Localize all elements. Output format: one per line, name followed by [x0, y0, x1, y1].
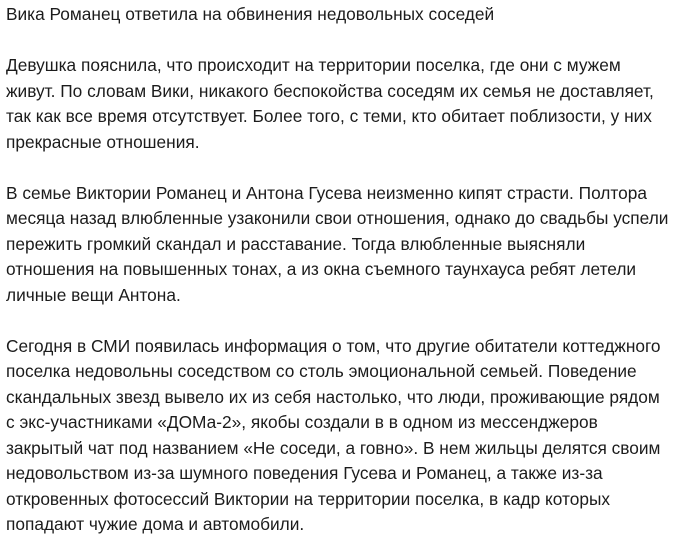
paragraph-line: скандальных звезд вывело их из себя настолько, что люди, проживающие рядом: [6, 386, 660, 407]
article-paragraph-3: [6, 334, 700, 538]
paragraph-line: откровенных фотосессий Виктории на территории поселка, в кадр которых: [6, 488, 610, 509]
paragraph-line: месяца назад влюбленные узаконили свои отношения, однако до свадьбы успели: [6, 208, 669, 228]
paragraph-line: личные вещи Антона.: [6, 284, 181, 305]
paragraph-line: отношения на повышенных тонах, а из окна съемного таунхауса ребят летели: [6, 259, 637, 279]
paragraph-line: живут. По словам Вики, никакого беспокойства соседям их семья не доставляет,: [6, 80, 654, 101]
paragraph-line: закрытый чат под названием «Не соседи, а говно». В нем жильцы делятся своим: [6, 437, 661, 458]
paragraph-line: пережить громкий скандал и расставание. Тогда влюбленные выясняли: [6, 233, 586, 254]
paragraph-line: попадают чужие дома и автомобили.: [6, 514, 305, 534]
paragraph-line: Сегодня в СМИ появилась информация о том, что другие обитатели коттеджного: [6, 335, 661, 356]
paragraph-line: поселка недовольны соседством со столь эмоциональной семьей. Поведение: [6, 361, 637, 381]
paragraph-line: с экс-участниками «ДОМа-2», якобы создали в в одном из мессенджеров: [6, 412, 598, 432]
article-paragraph-2: [6, 181, 700, 309]
paragraph-line: так как все время отсутствует. Более того, с теми, кто обитает поблизости, у них: [6, 106, 652, 126]
paragraph-line: прекрасные отношения.: [6, 131, 200, 152]
article-paragraph-1: [6, 53, 700, 155]
paragraph-line: Девушка пояснила, что происходит на территории поселка, где они с мужем: [6, 55, 621, 75]
article-title: Вика Романец ответила на обвинения недовольных соседей: [6, 4, 495, 24]
paragraph-line: недовольством из-за шумного поведения Гусева и Романец, а также из-за: [6, 463, 603, 483]
paragraph-line: В семье Виктории Романец и Антона Гусева неизменно кипят страсти. Полтора: [6, 182, 647, 203]
